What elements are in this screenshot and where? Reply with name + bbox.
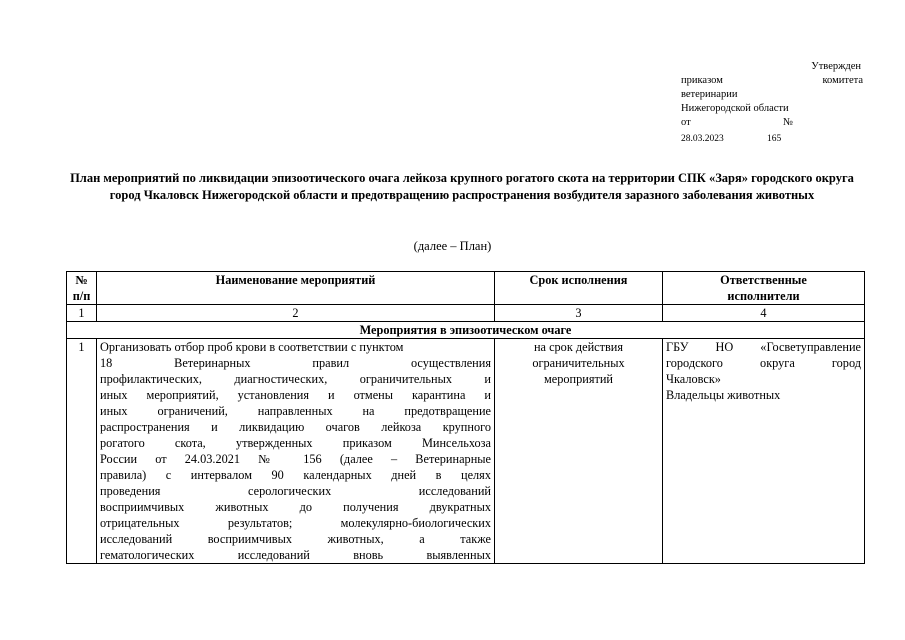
column-number-row: 1 2 3 4 — [67, 305, 865, 322]
table-header-row — [67, 272, 865, 305]
header-responsible: Ответственные исполнители — [663, 272, 865, 305]
table-row — [67, 339, 865, 564]
section-title: Мероприятия в эпизоотическом очаге — [67, 322, 865, 339]
header-number: № п/п — [67, 272, 97, 305]
approval-number: 165 — [767, 134, 782, 144]
plan-table — [66, 271, 865, 564]
approval-title: Утвержден — [811, 61, 861, 72]
approval-block — [681, 60, 863, 146]
approval-date: 28.03.2023 — [681, 134, 724, 144]
header-action: Наименование мероприятий — [97, 272, 495, 305]
document-title: План мероприятий по ликвидации эпизоотического очага лейкоза крупного рогатого скота на территории СПК «Заря» городского округа город Чкаловск Нижегородской области и предотвращению распространения возбудителя заразного заболевания животных — [70, 171, 854, 202]
section-row — [67, 322, 865, 339]
row-number: 1 — [67, 339, 97, 564]
row-action: Организовать отбор проб крови в соответствии с пунктом 18 Ветеринарных правил осуществления профилактических, диагностических, ограничительных и иных мероприятий, установления и отмены карантина и иных ограничений, направленных на предотвращение распространения и ликвидацию очагов лейкоза крупного рогатого скота, утвержденных приказом Минсельхоза России от 24.03.2021 № 156 (далее – Ветеринарные правила) с интервалом 90 календарных дней в целях проведения серологических исследований восприимчивых животных до получения двукратных отрицательных результатов; молекулярно-биологических исследований восприимчивых животных, а также гематологических исследований вновь выявленных — [97, 339, 495, 564]
approval-date-number — [681, 132, 863, 146]
header-term: Срок исполнения — [495, 272, 663, 305]
row-responsible: ГБУ НО «Госветуправление городского округа город Чкаловск» Владельцы животных — [663, 339, 865, 564]
approval-line-3: Нижегородской области — [681, 103, 789, 114]
document-subtitle: (далее – План) — [413, 239, 492, 253]
row-term: на срок действия ограничительных мероприятий — [495, 339, 663, 564]
approval-line-4: от № — [681, 117, 793, 128]
approval-line-2: ветеринарии — [681, 89, 738, 100]
approval-line-1: приказом комитета — [681, 75, 863, 86]
